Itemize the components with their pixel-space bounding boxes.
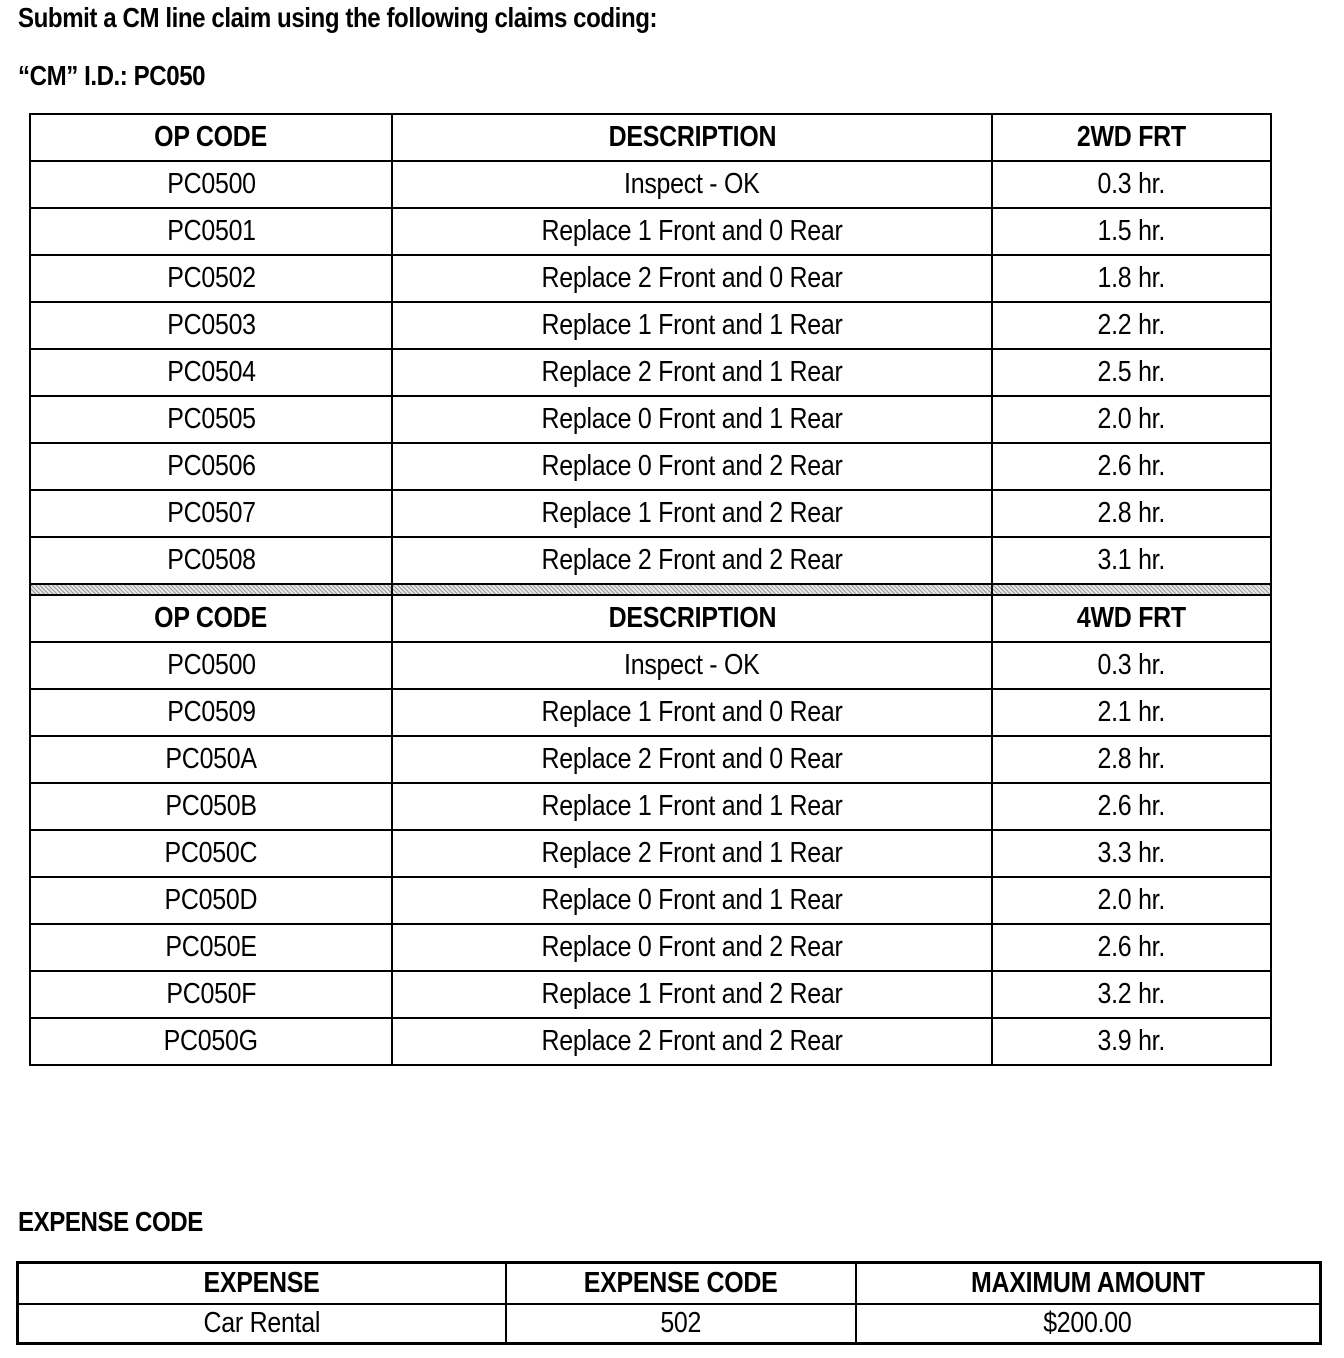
header-expense-code-text: EXPENSE CODE — [583, 1267, 778, 1299]
header-maximum-amount — [856, 1263, 1321, 1305]
cell-frt-time-text: 2.0 hr. — [1097, 403, 1166, 435]
cell-expense-code-text: 502 — [660, 1307, 701, 1339]
cell-frt-time-text: 0.3 hr. — [1097, 649, 1166, 681]
header-frt-time-text: 4WD FRT — [1076, 602, 1187, 634]
cell-op-code-text: PC0500 — [166, 649, 256, 681]
cell-frt-time — [992, 736, 1271, 783]
cell-op-code — [30, 924, 392, 971]
claims-header-row — [30, 595, 1271, 642]
cell-description-text: Replace 0 Front and 2 Rear — [541, 931, 843, 963]
table-row — [30, 736, 1271, 783]
cell-description — [392, 736, 992, 783]
cell-frt-time-text: 2.2 hr. — [1097, 309, 1166, 341]
cell-op-code — [30, 642, 392, 689]
cell-description — [392, 924, 992, 971]
cell-description — [392, 349, 992, 396]
table-row — [30, 689, 1271, 736]
cell-frt-time — [992, 877, 1271, 924]
cell-description-text: Replace 1 Front and 0 Rear — [541, 696, 843, 728]
cell-frt-time — [992, 537, 1271, 584]
cell-op-code-text: PC050D — [164, 884, 258, 916]
cell-description — [392, 971, 992, 1018]
cell-op-code — [30, 255, 392, 302]
cell-description-text: Replace 2 Front and 1 Rear — [541, 356, 843, 388]
cell-frt-time — [992, 642, 1271, 689]
cell-frt-time — [992, 971, 1271, 1018]
cell-op-code-text: PC050B — [165, 790, 257, 822]
cell-frt-time — [992, 924, 1271, 971]
cell-op-code-text: PC050E — [165, 931, 257, 963]
table-row — [30, 255, 1271, 302]
table-row — [30, 924, 1271, 971]
cell-op-code — [30, 443, 392, 490]
cell-op-code-text: PC0500 — [166, 168, 256, 200]
cell-op-code — [30, 877, 392, 924]
cell-description-text: Replace 2 Front and 2 Rear — [541, 1025, 843, 1057]
cm-id-heading: “CM” I.D.: PC050 — [18, 60, 206, 91]
cell-op-code-text: PC0502 — [166, 262, 256, 294]
cell-op-code — [30, 971, 392, 1018]
table-row — [18, 1304, 1321, 1344]
cell-frt-time — [992, 255, 1271, 302]
cell-frt-time-text: 2.8 hr. — [1097, 497, 1166, 529]
cell-description — [392, 490, 992, 537]
cell-frt-time-text: 1.5 hr. — [1097, 215, 1166, 247]
cell-op-code-text: PC050F — [166, 978, 256, 1010]
cell-description-text: Replace 1 Front and 1 Rear — [541, 309, 843, 341]
cell-description-text: Inspect - OK — [624, 649, 760, 681]
cell-op-code-text: PC0506 — [166, 450, 256, 482]
cell-op-code — [30, 349, 392, 396]
cell-description — [392, 161, 992, 208]
cell-description-text: Inspect - OK — [624, 168, 760, 200]
table-row — [30, 877, 1271, 924]
cell-op-code-text: PC0507 — [166, 497, 256, 529]
cell-frt-time-text: 3.3 hr. — [1097, 837, 1166, 869]
table-row — [30, 830, 1271, 877]
cell-op-code — [30, 396, 392, 443]
cell-frt-time — [992, 689, 1271, 736]
cell-frt-time-text: 3.2 hr. — [1097, 978, 1166, 1010]
cell-frt-time-text: 2.6 hr. — [1097, 931, 1166, 963]
cell-op-code — [30, 490, 392, 537]
cell-op-code-text: PC0509 — [166, 696, 256, 728]
header-expense-text: EXPENSE — [203, 1267, 320, 1299]
cell-frt-time-text: 1.8 hr. — [1097, 262, 1166, 294]
cell-description — [392, 1018, 992, 1065]
cell-frt-time-text: 3.1 hr. — [1097, 544, 1166, 576]
cell-frt-time-text: 0.3 hr. — [1097, 168, 1166, 200]
separator-cell — [30, 584, 392, 595]
expense-table-body — [18, 1263, 1321, 1344]
cell-description — [392, 642, 992, 689]
section-separator — [30, 584, 1271, 595]
header-description — [392, 114, 992, 161]
intro-heading: Submit a CM line claim using the following claims coding: — [18, 2, 658, 33]
cell-description — [392, 783, 992, 830]
cell-description — [392, 443, 992, 490]
cell-op-code — [30, 537, 392, 584]
cell-description — [392, 689, 992, 736]
expense-code-heading: EXPENSE CODE — [18, 1206, 203, 1237]
cell-frt-time — [992, 208, 1271, 255]
cell-description-text: Replace 2 Front and 0 Rear — [541, 262, 843, 294]
cell-op-code — [30, 736, 392, 783]
header-frt-time-text: 2WD FRT — [1076, 121, 1187, 153]
claims-coding-table — [29, 113, 1272, 1066]
cell-op-code — [30, 208, 392, 255]
table-row — [30, 208, 1271, 255]
cell-frt-time-text: 2.6 hr. — [1097, 450, 1166, 482]
cell-description-text: Replace 1 Front and 2 Rear — [541, 497, 843, 529]
header-op-code-text: OP CODE — [154, 121, 268, 153]
claims-header-row — [30, 114, 1271, 161]
cell-expense — [18, 1304, 506, 1344]
cell-op-code-text: PC0504 — [166, 356, 256, 388]
header-description-text: DESCRIPTION — [608, 602, 776, 634]
cell-op-code — [30, 830, 392, 877]
cell-expense-text: Car Rental — [203, 1307, 321, 1339]
cell-frt-time-text: 2.1 hr. — [1097, 696, 1166, 728]
cell-op-code — [30, 161, 392, 208]
header-op-code — [30, 595, 392, 642]
cell-frt-time-text: 2.0 hr. — [1097, 884, 1166, 916]
cell-frt-time — [992, 783, 1271, 830]
table-row — [30, 302, 1271, 349]
cell-description-text: Replace 1 Front and 0 Rear — [541, 215, 843, 247]
cell-frt-time-text: 3.9 hr. — [1097, 1025, 1166, 1057]
cell-op-code-text: PC050C — [164, 837, 258, 869]
cell-frt-time — [992, 396, 1271, 443]
cell-op-code — [30, 783, 392, 830]
cell-op-code-text: PC0508 — [166, 544, 256, 576]
cell-description-text: Replace 0 Front and 1 Rear — [541, 884, 843, 916]
cell-expense-code — [506, 1304, 856, 1344]
cell-description-text: Replace 2 Front and 2 Rear — [541, 544, 843, 576]
expense-code-table — [16, 1261, 1322, 1345]
cell-op-code-text: PC0501 — [166, 215, 256, 247]
cell-op-code-text: PC050G — [163, 1025, 259, 1057]
table-row — [30, 443, 1271, 490]
cell-frt-time-text: 2.5 hr. — [1097, 356, 1166, 388]
claims-table-body — [30, 114, 1271, 1065]
cell-op-code-text: PC0503 — [166, 309, 256, 341]
cell-op-code-text: PC050A — [165, 743, 257, 775]
table-row — [30, 1018, 1271, 1065]
cell-description-text: Replace 1 Front and 1 Rear — [541, 790, 843, 822]
expense-header-row — [18, 1263, 1321, 1305]
table-row — [30, 783, 1271, 830]
cell-op-code-text: PC0505 — [166, 403, 256, 435]
header-frt-time — [992, 595, 1271, 642]
separator-cell — [992, 584, 1271, 595]
cell-frt-time — [992, 830, 1271, 877]
cell-description — [392, 208, 992, 255]
header-frt-time — [992, 114, 1271, 161]
cell-op-code — [30, 302, 392, 349]
header-expense — [18, 1263, 506, 1305]
cell-frt-time — [992, 490, 1271, 537]
cell-op-code — [30, 1018, 392, 1065]
cell-description — [392, 537, 992, 584]
cell-description — [392, 255, 992, 302]
header-op-code-text: OP CODE — [154, 602, 268, 634]
cell-description-text: Replace 2 Front and 1 Rear — [541, 837, 843, 869]
cell-frt-time — [992, 1018, 1271, 1065]
table-row — [30, 642, 1271, 689]
table-row — [30, 490, 1271, 537]
cell-maximum-amount — [856, 1304, 1321, 1344]
separator-cell — [392, 584, 992, 595]
table-row — [30, 161, 1271, 208]
cell-op-code — [30, 689, 392, 736]
cell-frt-time — [992, 443, 1271, 490]
cell-maximum-amount-text: $200.00 — [1043, 1307, 1132, 1339]
cell-frt-time-text: 2.6 hr. — [1097, 790, 1166, 822]
table-row — [30, 971, 1271, 1018]
cell-description — [392, 830, 992, 877]
header-description — [392, 595, 992, 642]
cell-description-text: Replace 2 Front and 0 Rear — [541, 743, 843, 775]
cell-frt-time — [992, 349, 1271, 396]
table-row — [30, 396, 1271, 443]
cell-frt-time — [992, 302, 1271, 349]
table-row — [30, 349, 1271, 396]
table-row — [30, 537, 1271, 584]
cell-description — [392, 877, 992, 924]
cell-description — [392, 396, 992, 443]
cell-description-text: Replace 0 Front and 2 Rear — [541, 450, 843, 482]
cell-frt-time-text: 2.8 hr. — [1097, 743, 1166, 775]
cell-description-text: Replace 1 Front and 2 Rear — [541, 978, 843, 1010]
cell-frt-time — [992, 161, 1271, 208]
cell-description-text: Replace 0 Front and 1 Rear — [541, 403, 843, 435]
header-description-text: DESCRIPTION — [608, 121, 776, 153]
header-op-code — [30, 114, 392, 161]
header-expense-code — [506, 1263, 856, 1305]
header-maximum-amount-text: MAXIMUM AMOUNT — [970, 1267, 1205, 1299]
cell-description — [392, 302, 992, 349]
